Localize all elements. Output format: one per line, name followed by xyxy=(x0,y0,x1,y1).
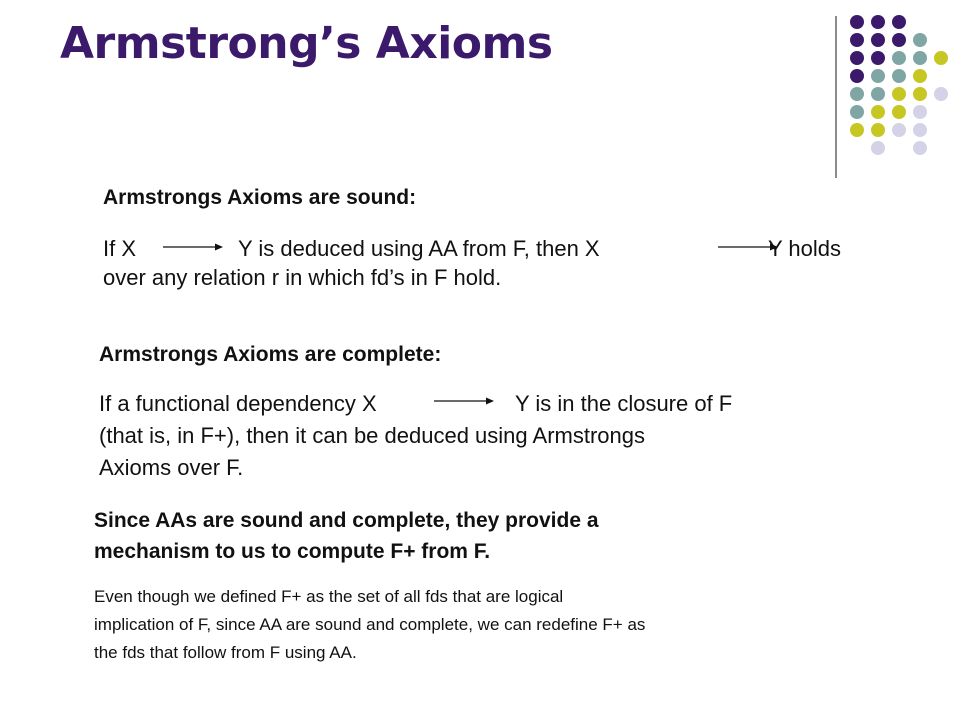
decorative-dot xyxy=(892,15,906,29)
decorative-dot xyxy=(913,51,927,65)
decorative-dot xyxy=(913,69,927,83)
decorative-dot xyxy=(871,141,885,155)
decorative-dot xyxy=(892,87,906,101)
decorative-dot xyxy=(871,33,885,47)
decorative-dot xyxy=(892,33,906,47)
complete-line1-part2: Y is in the closure of F xyxy=(515,391,733,416)
sound-line1-part1: If X xyxy=(103,236,137,261)
decorative-dot xyxy=(850,69,864,83)
decorative-dot xyxy=(871,123,885,137)
decorative-dot xyxy=(892,123,906,137)
sound-heading: Armstrongs Axioms are sound: xyxy=(103,186,417,209)
decorative-dot xyxy=(871,15,885,29)
decorative-dot xyxy=(913,105,927,119)
decorative-dot xyxy=(913,123,927,137)
sound-line2: over any relation r in which fd’s in F hold. xyxy=(103,265,502,290)
decorative-dot xyxy=(850,15,864,29)
decorative-dot xyxy=(913,33,927,47)
note-line3: the fds that follow from F using AA. xyxy=(94,643,357,662)
decorative-dot xyxy=(871,87,885,101)
summary-line2: mechanism to us to compute F+ from F. xyxy=(94,540,491,563)
decorative-dot xyxy=(913,87,927,101)
decorative-dot xyxy=(850,105,864,119)
decorative-dot xyxy=(850,123,864,137)
decorative-dot xyxy=(850,51,864,65)
decorative-dot xyxy=(850,87,864,101)
decorative-dot xyxy=(934,51,948,65)
summary-line1: Since AAs are sound and complete, they provide a xyxy=(94,509,599,532)
decorative-dot xyxy=(871,69,885,83)
decorative-dot xyxy=(892,51,906,65)
decorative-dot xyxy=(913,141,927,155)
right-arrow-icon xyxy=(434,396,494,406)
sound-line1-part3: Y holds xyxy=(768,236,841,261)
complete-heading: Armstrongs Axioms are complete: xyxy=(99,343,442,366)
right-arrow-icon xyxy=(163,242,223,252)
note-line1: Even though we defined F+ as the set of all fds that are logical xyxy=(94,587,564,606)
decorative-dot xyxy=(850,33,864,47)
decorative-dot xyxy=(871,105,885,119)
decorative-dot xyxy=(892,105,906,119)
decorative-dot xyxy=(934,87,948,101)
complete-line1-part1: If a functional dependency X xyxy=(99,391,377,416)
decorative-dot xyxy=(871,51,885,65)
decorative-dot xyxy=(892,69,906,83)
slide-title: Armstrong’s Axioms xyxy=(60,18,553,69)
complete-line2: (that is, in F+), then it can be deduced using Armstrongs xyxy=(99,423,646,448)
complete-line3: Axioms over F. xyxy=(99,455,244,480)
sound-line1-part2: Y is deduced using AA from F, then X xyxy=(238,236,600,261)
note-line2: implication of F, since AA are sound and complete, we can redefine F+ as xyxy=(94,615,646,634)
vertical-divider xyxy=(835,16,837,178)
